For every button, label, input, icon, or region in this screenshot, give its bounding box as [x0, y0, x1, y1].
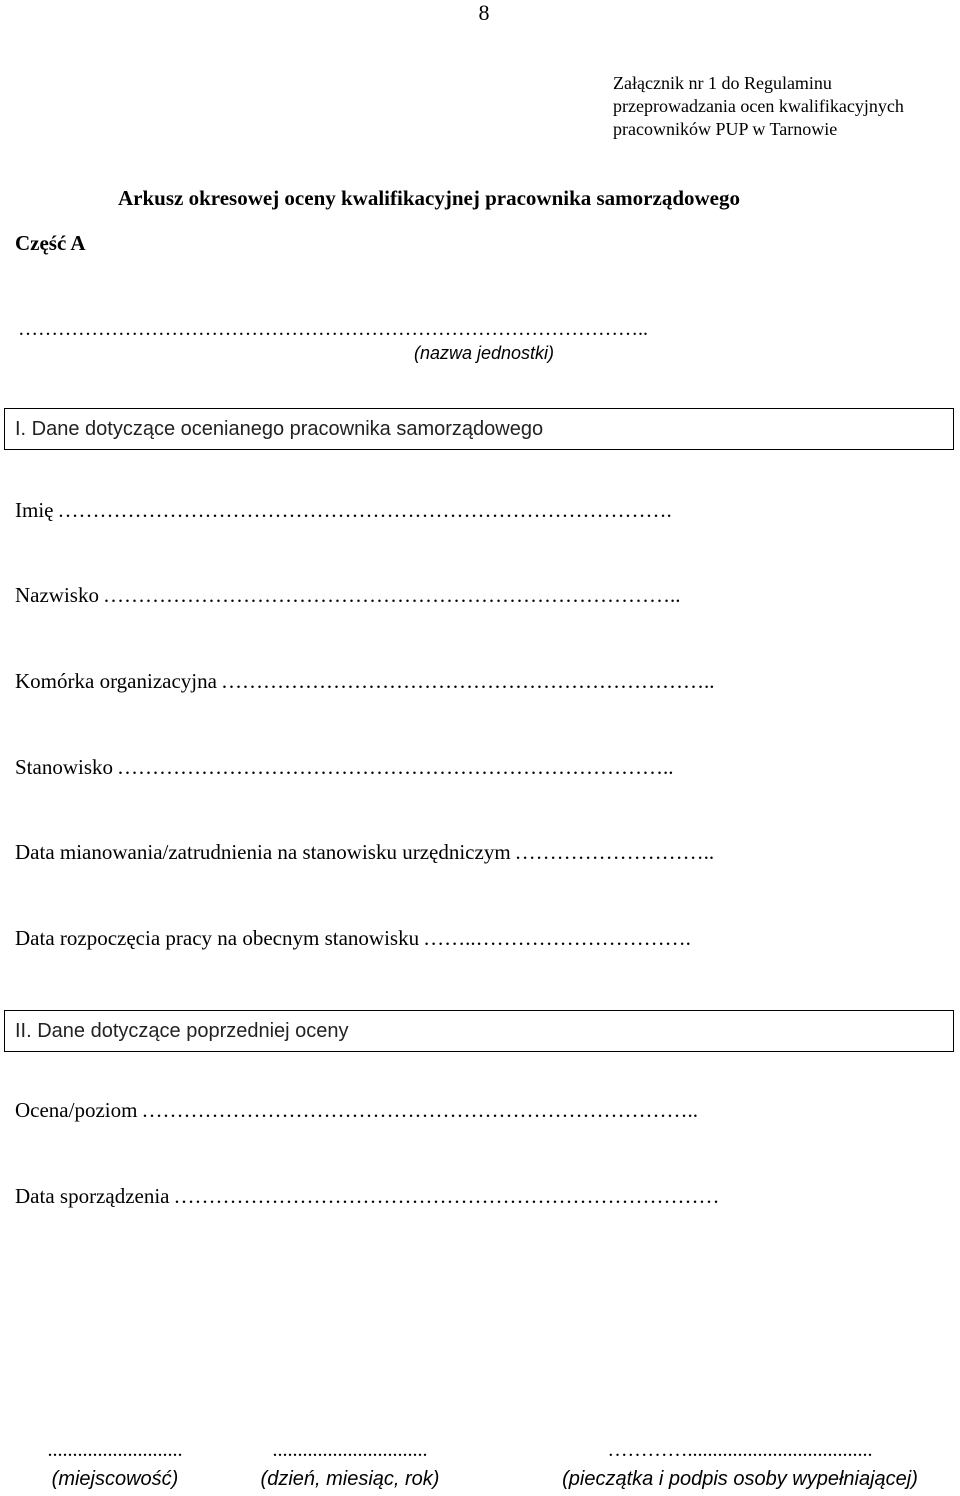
signature-label: (pieczątka i podpis osoby wypełniającej) [562, 1468, 918, 1490]
signature-dots[interactable]: ............................... [272, 1439, 428, 1461]
field-org-unit[interactable] [15, 669, 714, 694]
field-dots[interactable]: ……………………… [514, 840, 704, 864]
signature-place[interactable] [40, 1440, 190, 1491]
field-previous-grade[interactable] [15, 1098, 698, 1123]
field-appointment-date[interactable] [15, 840, 714, 865]
field-label: Stanowisko [15, 755, 114, 779]
section-2-heading: II. Dane dotyczące poprzedniej oceny [4, 1010, 954, 1052]
field-dots[interactable]: ……………………………………………………………………………. [57, 498, 672, 522]
page-number: 8 [478, 0, 490, 25]
document-title: Arkusz okresowej oceny kwalifikacyjnej pracownika samorządowego [118, 186, 740, 210]
field-suffix: . [675, 583, 681, 607]
signature-date[interactable] [240, 1440, 460, 1491]
field-label: Data rozpoczęcia pracy na obecnym stanowisku [15, 926, 420, 950]
field-surname[interactable] [15, 583, 680, 608]
annex-line: pracowników PUP w Tarnowie [613, 119, 838, 139]
field-label: Ocena/poziom [15, 1098, 138, 1122]
field-dots[interactable]: ……..…………………………. [423, 926, 691, 950]
field-first-name[interactable] [15, 498, 672, 523]
field-dots[interactable]: …………………………………………………………………….. [141, 1098, 698, 1122]
field-suffix: .. [703, 840, 715, 864]
field-dots[interactable]: ………………………………………………………………………. [102, 583, 676, 607]
field-label: Data sporządzenia [15, 1184, 170, 1208]
signature-dots[interactable]: …………..................................... [607, 1439, 873, 1461]
field-label: Imię [15, 498, 54, 522]
section-1-heading: I. Dane dotyczące ocenianego pracownika samorządowego [4, 408, 954, 450]
annex-line: Załącznik nr 1 do Regulaminu [613, 73, 832, 93]
field-dots[interactable]: …………………………………………………………………… [173, 1184, 720, 1208]
annex-line: przeprowadzania ocen kwalifikacyjnych [613, 96, 904, 116]
field-label: Data mianowania/zatrudnienia na stanowisku urzędniczym [15, 840, 511, 864]
unit-name-field[interactable]: ………………………………………………………………………………….. [18, 318, 648, 340]
field-dots[interactable]: …………………………………………………………… [220, 669, 704, 693]
field-label: Nazwisko [15, 583, 99, 607]
field-label: Komórka organizacyjna [15, 669, 217, 693]
signature-dots[interactable]: ........................... [47, 1439, 183, 1461]
field-dots[interactable]: …………………………………………………………………… [117, 755, 664, 779]
field-suffix: .. [663, 755, 674, 779]
field-position[interactable] [15, 755, 674, 780]
field-suffix: .. [703, 669, 715, 693]
field-start-date[interactable] [15, 926, 691, 951]
signature-label: (miejscowość) [51, 1468, 179, 1490]
annex-note [613, 72, 904, 141]
field-previous-date[interactable] [15, 1184, 720, 1209]
unit-name-caption: (nazwa jednostki) [413, 343, 555, 363]
signature-label: (dzień, miesiąc, rok) [260, 1468, 440, 1490]
signature-stamp[interactable] [530, 1440, 950, 1491]
part-label: Część A [15, 231, 86, 255]
